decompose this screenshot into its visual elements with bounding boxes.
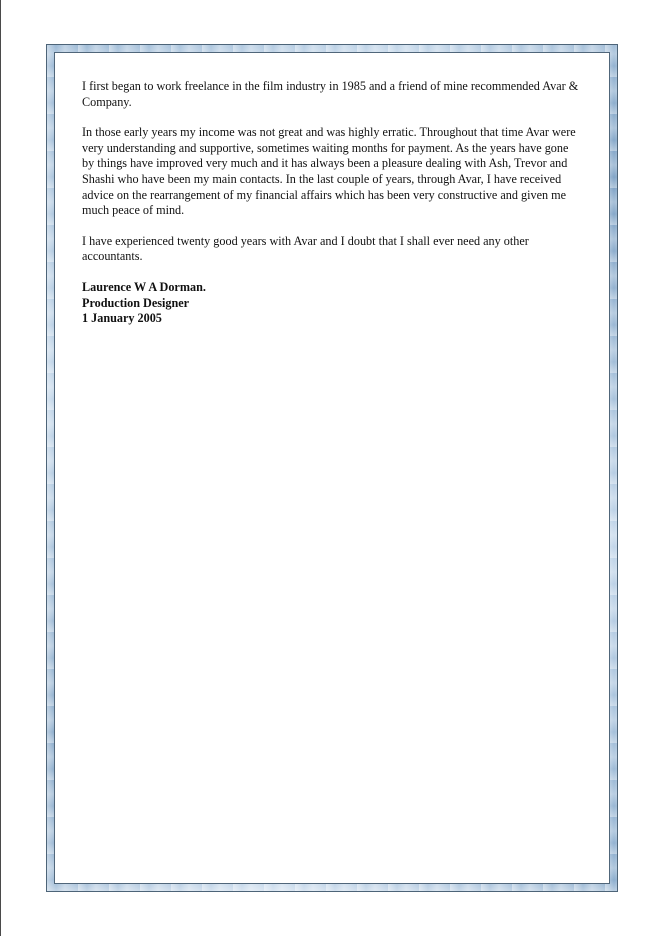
paragraph-intro: I first began to work freelance in the film industry in 1985 and a friend of mine recommended Avar & Company. [82,79,579,109]
page-left-edge [0,0,1,936]
letter-page [54,52,610,884]
signature-block [82,280,582,327]
signature-date: 1 January 2005 [82,311,162,326]
paragraph-closing: I have experienced twenty good years with Avar and I doubt that I shall ever need any other accountants. [82,233,529,264]
letter-body [82,79,582,327]
signature-title: Production Designer [82,295,190,310]
paragraph-early-years: In those early years my income was not great and was highly erratic. Throughout that time Avar were very understanding and supportive, sometimes waiting months for payment. As the years have gone by things have improved very much and it has always been a pleasure dealing with Ash, Trevor and Shashi who have been my main contacts. In the last couple of years, through Avar, I have received advice on the rearrangement of my financial affairs which has been very constructive and given me much peace of mind. [82,125,576,218]
signature-name: Laurence W A Dorman. [82,279,206,294]
decorative-border-frame [46,44,618,892]
